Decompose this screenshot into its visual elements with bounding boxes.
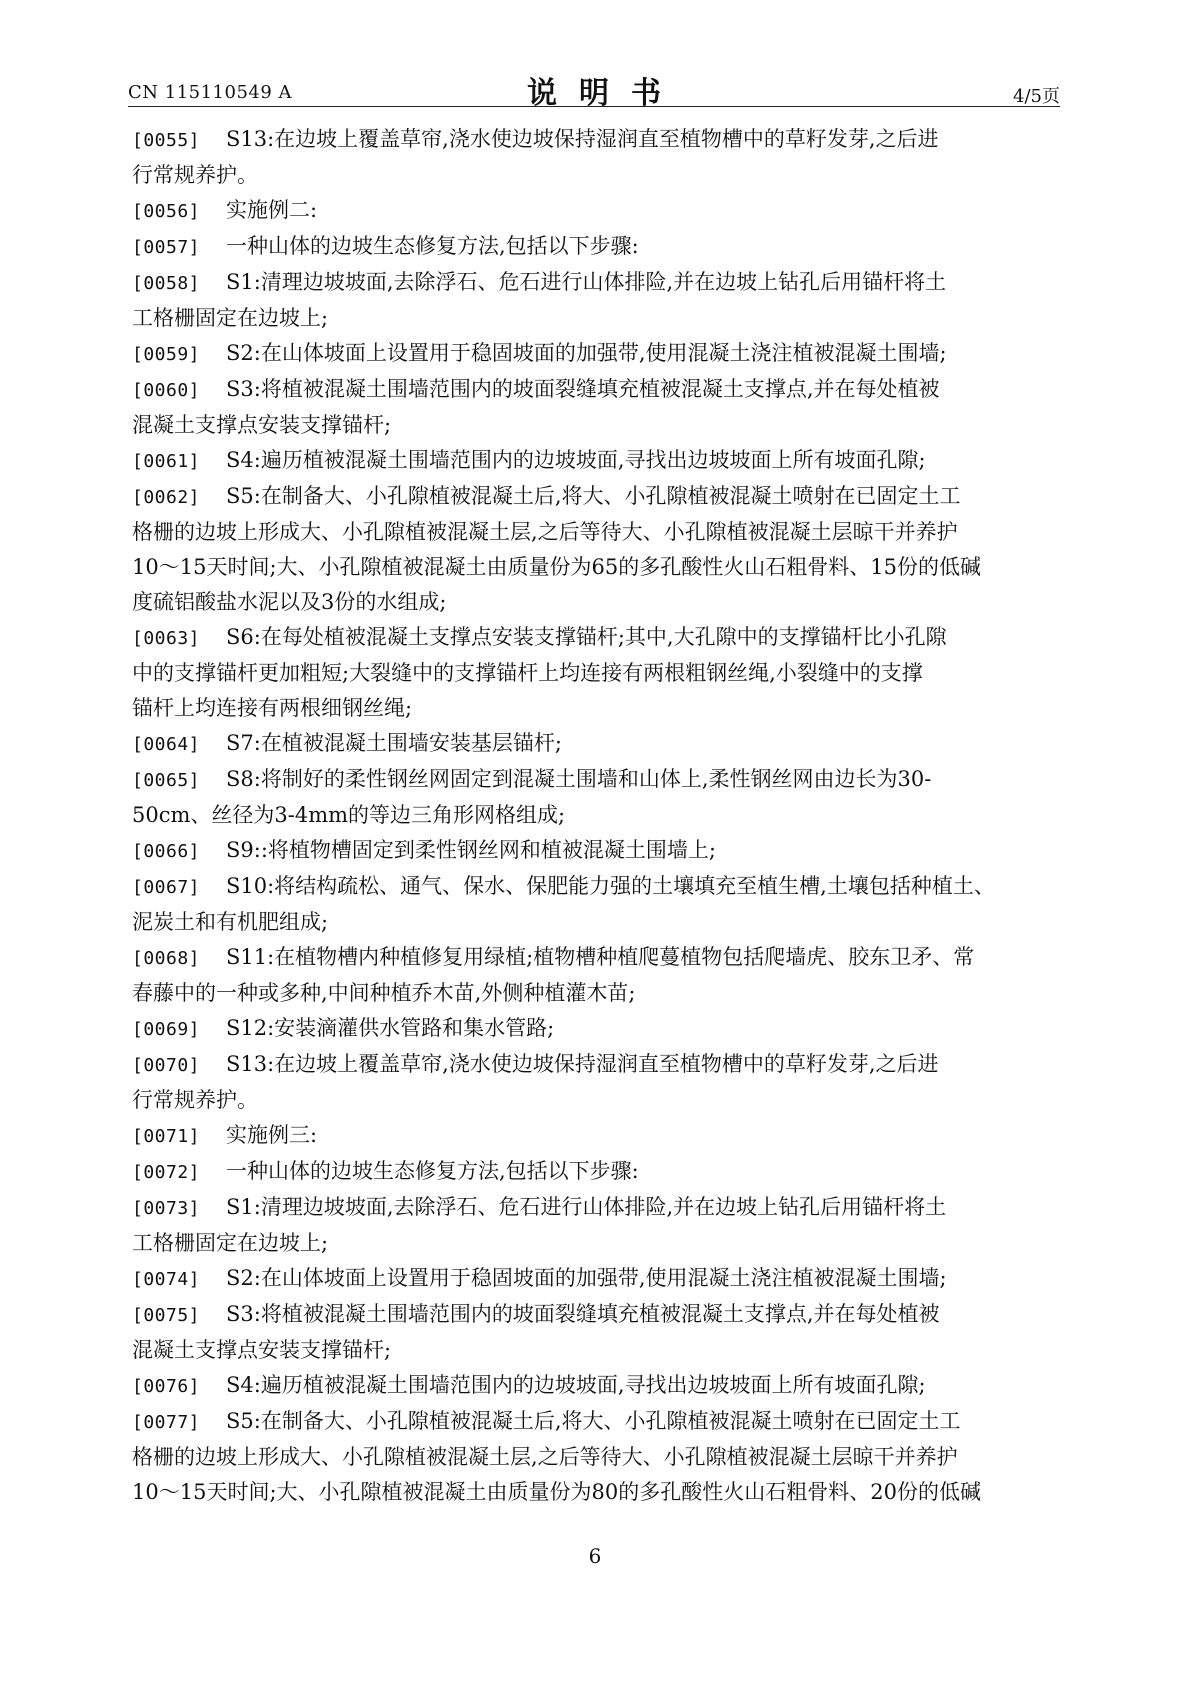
document-title: 说明书 [527, 76, 683, 111]
paragraph-continuation: 度硫铝酸盐水泥以及3份的水组成; [132, 590, 447, 614]
paragraph [132, 372, 1064, 443]
paragraph-line [132, 1011, 1064, 1047]
paragraph-text: S1:清理边坡坡面,去除浮石、危石进行山体排险,并在边坡上钻孔后用锚杆将土 [226, 270, 947, 294]
paragraph-text: S5:在制备大、小孔隙植被混凝土后,将大、小孔隙植被混凝土喷射在已固定土工 [226, 484, 961, 508]
paragraph [132, 1404, 1064, 1510]
paragraph-continuation: 格栅的边坡上形成大、小孔隙植被混凝土层,之后等待大、小孔隙植被混凝土层晾干并养护 [132, 520, 958, 544]
paragraph-line [132, 1154, 1064, 1190]
paragraph-text: S2:在山体坡面上设置用于稳固坡面的加强带,使用混凝土浇注植被混凝土围墙; [226, 1266, 947, 1290]
paragraph-number: [0059] [132, 344, 201, 365]
paragraph [132, 1154, 1064, 1190]
paragraph-line [132, 1368, 1064, 1404]
paragraph-text: S8:将制好的柔性钢丝网固定到混凝土围墙和山体上,柔性钢丝网由边长为30- [226, 767, 932, 791]
paragraph-text: S7:在植被混凝土围墙安装基层锚杆; [226, 731, 562, 755]
paragraph-text: S13:在边坡上覆盖草帘,浇水使边坡保持湿润直至植物槽中的草籽发芽,之后进 [226, 127, 939, 151]
paragraph-number: [0065] [132, 770, 201, 791]
paragraph [132, 229, 1064, 265]
paragraph-line [132, 193, 1064, 229]
paragraph-line [132, 1118, 1064, 1154]
paragraph-text: S12:安装滴灌供水管路和集水管路; [226, 1016, 555, 1040]
paragraph [132, 620, 1064, 726]
paragraph-text: 实施例三: [226, 1123, 318, 1147]
paragraph-continuation: 10～15天时间;大、小孔隙植被混凝土由质量份为80的多孔酸性火山石粗骨料、20份的低碱 [132, 1480, 981, 1504]
paragraph-number: [0075] [132, 1305, 201, 1326]
paragraph [132, 1118, 1064, 1154]
paragraph-text: S4:遍历植被混凝土围墙范围内的边坡坡面,寻找出边坡坡面上所有坡面孔隙; [226, 448, 926, 472]
document-body [132, 122, 1064, 1510]
paragraph-number: [0064] [132, 734, 201, 755]
paragraph-number: [0070] [132, 1055, 201, 1076]
paragraph-text: S4:遍历植被混凝土围墙范围内的边坡坡面,寻找出边坡坡面上所有坡面孔隙; [226, 1373, 926, 1397]
paragraph [132, 122, 1064, 193]
paragraph-number: [0077] [132, 1412, 201, 1433]
paragraph [132, 336, 1064, 372]
paragraph [132, 1190, 1064, 1261]
paragraph-continuation: 10～15天时间;大、小孔隙植被混凝土由质量份为65的多孔酸性火山石粗骨料、15份的低碱 [132, 555, 981, 579]
paragraph-number: [0060] [132, 380, 201, 401]
paragraph [132, 1261, 1064, 1297]
paragraph-line [132, 762, 1064, 798]
paragraph-text: 实施例二: [226, 198, 318, 222]
paragraph-line [132, 479, 1064, 515]
paragraph-number: [0074] [132, 1269, 201, 1290]
paragraph-text: S5:在制备大、小孔隙植被混凝土后,将大、小孔隙植被混凝土喷射在已固定土工 [226, 1409, 961, 1433]
paragraph-line [132, 1190, 1064, 1226]
paragraph [132, 1011, 1064, 1047]
page-number: 6 [588, 1544, 602, 1568]
paragraph-continuation: 行常规养护。 [132, 163, 258, 187]
paragraph-continuation: 工格栅固定在边坡上; [132, 1231, 329, 1255]
paragraph-text: S2:在山体坡面上设置用于稳固坡面的加强带,使用混凝土浇注植被混凝土围墙; [226, 341, 947, 365]
paragraph-text: S1:清理边坡坡面,去除浮石、危石进行山体排险,并在边坡上钻孔后用锚杆将土 [226, 1195, 947, 1219]
paragraph-line [132, 1404, 1064, 1440]
paragraph-number: [0063] [132, 628, 201, 649]
paragraph [132, 193, 1064, 229]
paragraph-text: S3:将植被混凝土围墙范围内的坡面裂缝填充植被混凝土支撑点,并在每处植被 [226, 1302, 940, 1326]
paragraph-line [132, 1261, 1064, 1297]
patent-number: CN 115110549 A [128, 82, 293, 103]
paragraph-text: S6:在每处植被混凝土支撑点安装支撑锚杆;其中,大孔隙中的支撑锚杆比小孔隙 [226, 625, 947, 649]
paragraph-line [132, 620, 1064, 656]
paragraph-continuation: 泥炭土和有机肥组成; [132, 910, 329, 934]
paragraph-line [132, 372, 1064, 408]
paragraph-number: [0071] [132, 1126, 201, 1147]
paragraph [132, 833, 1064, 869]
paragraph-text: S13:在边坡上覆盖草帘,浇水使边坡保持湿润直至植物槽中的草籽发芽,之后进 [226, 1052, 939, 1076]
paragraph-number: [0073] [132, 1198, 201, 1219]
paragraph-continuation: 中的支撑锚杆更加粗短;大裂缝中的支撑锚杆上均连接有两根粗钢丝绳,小裂缝中的支撑 [132, 661, 923, 685]
paragraph-line [132, 265, 1064, 301]
paragraph [132, 479, 1064, 620]
paragraph [132, 1047, 1064, 1118]
paragraph-number: [0062] [132, 487, 201, 508]
paragraph-number: [0068] [132, 948, 201, 969]
paragraph-continuation: 50cm、丝径为3-4mm的等边三角形网格组成; [132, 803, 566, 827]
paragraph-continuation: 混凝土支撑点安装支撑锚杆; [132, 1338, 392, 1362]
paragraph-text: 一种山体的边坡生态修复方法,包括以下步骤: [226, 234, 639, 258]
paragraph-number: [0055] [132, 130, 201, 151]
paragraph [132, 265, 1064, 336]
paragraph [132, 726, 1064, 762]
paragraph-continuation: 行常规养护。 [132, 1088, 258, 1112]
paragraph-line [132, 336, 1064, 372]
header-rule [128, 106, 1060, 107]
paragraph [132, 869, 1064, 940]
paragraph-number: [0066] [132, 841, 201, 862]
paragraph-line [132, 833, 1064, 869]
paragraph-line [132, 229, 1064, 265]
paragraph-text: 一种山体的边坡生态修复方法,包括以下步骤: [226, 1159, 639, 1183]
paragraph-number: [0057] [132, 237, 201, 258]
paragraph-continuation: 锚杆上均连接有两根细钢丝绳; [132, 696, 413, 720]
paragraph-line [132, 1047, 1064, 1083]
paragraph-number: [0069] [132, 1019, 201, 1040]
paragraph-line [132, 726, 1064, 762]
paragraph-line [132, 443, 1064, 479]
paragraph-number: [0058] [132, 273, 201, 294]
paragraph-number: [0061] [132, 451, 201, 472]
paragraph [132, 1368, 1064, 1404]
paragraph-continuation: 格栅的边坡上形成大、小孔隙植被混凝土层,之后等待大、小孔隙植被混凝土层晾干并养护 [132, 1445, 958, 1469]
paragraph-number: [0056] [132, 201, 201, 222]
page-info: 4/5页 [1013, 86, 1060, 107]
paragraph-continuation: 春藤中的一种或多种,中间种植乔木苗,外侧种植灌木苗; [132, 981, 636, 1005]
paragraph [132, 1297, 1064, 1368]
paragraph [132, 762, 1064, 833]
paragraph-line [132, 1297, 1064, 1333]
paragraph-number: [0067] [132, 877, 201, 898]
paragraph-continuation: 混凝土支撑点安装支撑锚杆; [132, 413, 392, 437]
paragraph-text: S11:在植物槽内种植修复用绿植;植物槽种植爬蔓植物包括爬墙虎、胶东卫矛、常 [226, 945, 975, 969]
paragraph-number: [0072] [132, 1162, 201, 1183]
paragraph-continuation: 工格栅固定在边坡上; [132, 306, 329, 330]
paragraph-number: [0076] [132, 1376, 201, 1397]
paragraph [132, 940, 1064, 1011]
paragraph-text: S9::将植物槽固定到柔性钢丝网和植被混凝土围墙上; [226, 838, 716, 862]
paragraph-text: S10:将结构疏松、通气、保水、保肥能力强的土壤填充至植生槽,土壤包括种植土、 [226, 874, 995, 898]
paragraph-line [132, 869, 1064, 905]
paragraph-line [132, 940, 1064, 976]
paragraph [132, 443, 1064, 479]
paragraph-line [132, 122, 1064, 158]
paragraph-text: S3:将植被混凝土围墙范围内的坡面裂缝填充植被混凝土支撑点,并在每处植被 [226, 377, 940, 401]
